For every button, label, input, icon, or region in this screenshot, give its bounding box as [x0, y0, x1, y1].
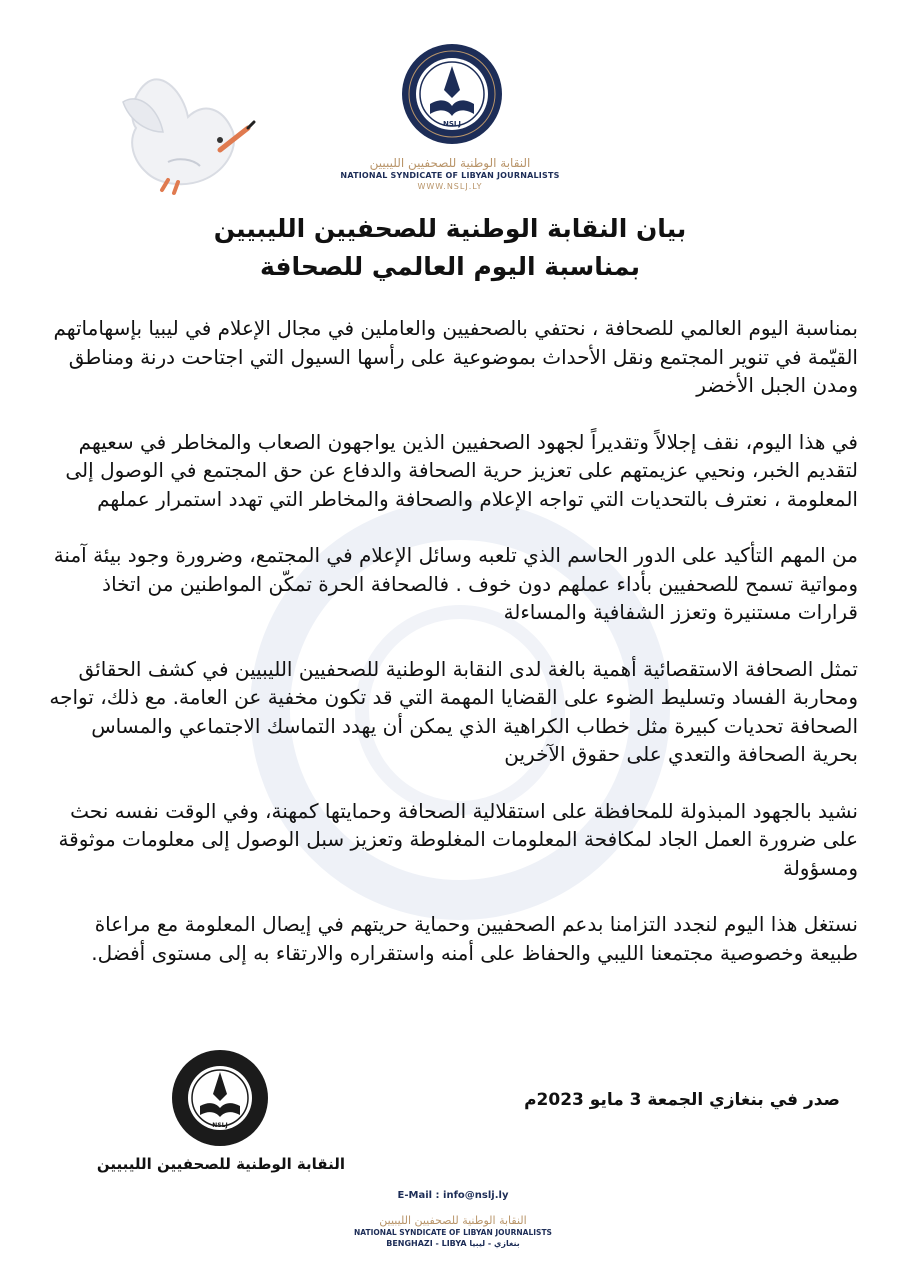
svg-text:NSLJ: NSLJ	[443, 120, 461, 128]
signature-org-name: النقابة الوطنية للصحفيين الليبيين	[96, 1155, 345, 1173]
svg-text:NSLJ: NSLJ	[212, 1122, 228, 1129]
dove-pen-icon	[108, 62, 258, 202]
paragraph-2: في هذا اليوم، نقف إجلالاً وتقديراً لجهود الصحفيين الذين يواجهون الصعاب والمخاطر في سعيهم لتقديم الخبر، ونحيي عزيمتهم على تعزيز حرية الصحافة والدفاع عن حق المجتمع في الوصول إلى المعلومة ، نعترف بالتحديات التي تواجه الإعلام والصحافة والمخاطر التي تهدد استمرار عملهم	[65, 429, 858, 511]
statement-body	[40, 314, 858, 995]
paragraph-3: من المهم التأكيد على الدور الحاسم الذي تلعبه وسائل الإعلام في المجتمع، وضرورة وجود بيئة آمنة ومواتية تسمح للصحفيين بأداء عملهم دون خوف . فالصحافة الحرة تمكّن المواطنين من اتخاذ قرارات مستنيرة وتعزز الشفافية والمساءلة	[53, 543, 858, 624]
title-line-2: بمناسبة اليوم العالمي للصحافة	[259, 252, 641, 281]
footer-location: BENGHAZI - LIBYA بنغازي - ليبيا	[386, 1239, 520, 1248]
header-org-name-en: NATIONAL SYNDICATE OF LIBYAN JOURNALISTS	[340, 171, 560, 180]
footer-block	[300, 1214, 606, 1250]
header-org-block	[300, 156, 600, 192]
paragraph-4: تمثل الصحافة الاستقصائية أهمية بالغة لدى النقابة الوطنية للصحفيين الليبيين في كشف الحقائق ومحاربة الفساد وتسليط الضوء على القضايا المهمة التي قد تكون مخفية عن العامة. مع ذلك، تواجه الصحافة تحديات كبيرة مثل خطاب الكراهية الذي يمكن أن يهدد التماسك الاجتماعي والمساس بحرية الصحافة والتعدي على حقوق الآخرين	[49, 656, 858, 766]
title-line-1: بيان النقابة الوطنية للصحفيين الليبيين	[213, 214, 687, 243]
header-website: WWW.NSLJ.LY	[417, 182, 483, 191]
footer-org-name-ar: النقابة الوطنية للصحفيين الليبيين	[379, 1214, 527, 1227]
nslj-seal-logo	[400, 42, 504, 146]
issued-date: صدر في بنغازي الجمعة 3 مايو 2023م	[524, 1090, 840, 1110]
footer-email: E-Mail : info@nslj.ly	[397, 1190, 509, 1201]
footer-org-name-en: NATIONAL SYNDICATE OF LIBYAN JOURNALISTS	[354, 1228, 552, 1237]
nslj-stamp-logo	[170, 1048, 270, 1148]
header-org-name-ar: النقابة الوطنية للصحفيين الليبيين	[369, 156, 531, 170]
paragraph-6: نستغل هذا اليوم لنجدد التزامنا بدعم الصحفيين وحماية حريتهم في إيصال المعلومة مع مراعاة طبيعة وخصوصية مجتمعنا الليبي والحفاظ على أمنه واستقراره والارتقاء به إلى مستوى أفضل.	[91, 912, 858, 965]
paragraph-1: بمناسبة اليوم العالمي للصحافة ، نحتفي بالصحفيين والعاملين في مجال الإعلام في ليبيا بإسهاماتهم القيّمة في تنوير المجتمع ونقل الأحداث بموضوعية على رأسها السيول التي اجتاحت درنة ومناطق ومدن الجبل الأخضر	[53, 316, 858, 397]
paragraph-5: نشيد بالجهود المبذولة للمحافظة على استقلالية الصحافة وحمايتها كمهنة، وفي الوقت نفسه نحث على ضرورة العمل الجاد لمكافحة المعلومات المغلوطة وتعزيز سبل الوصول إلى معلومات موثوقة ومسؤولة	[58, 798, 858, 880]
statement-title	[120, 210, 780, 286]
